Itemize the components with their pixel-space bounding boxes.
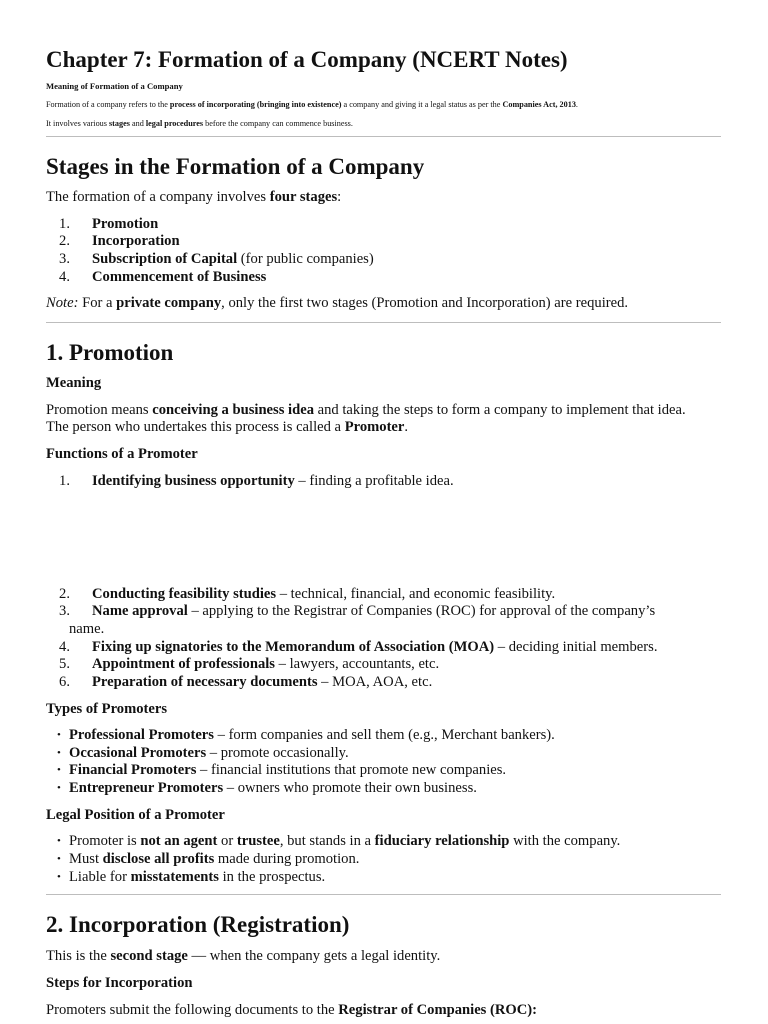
promotion-meaning-line-1: Promotion means conceiving a business idea and taking the steps to form a company to implement that idea. [46, 402, 686, 418]
stages-note: Note: For a private company, only the first two stages (Promotion and Incorporation) are required. [46, 295, 629, 311]
list-item: 1. Promotion [59, 216, 159, 232]
bullet-icon: • [57, 835, 61, 847]
meaning-paragraph-1: Formation of a company refers to the process of incorporating (bringing into existence) a company and giving it a legal status as per the Companies Act, 2013. [46, 100, 578, 109]
list-item: 1. Identifying business opportunity – finding a profitable idea. [59, 473, 454, 489]
list-item: 4. Fixing up signatories to the Memorandum of Association (MOA) – deciding initial members. [59, 639, 658, 655]
list-item-wrap: name. [69, 621, 105, 637]
list-item: 3. Name approval – applying to the Registrar of Companies (ROC) for approval of the company’s [59, 603, 656, 619]
bullet-icon: • [57, 782, 61, 794]
incorporation-intro: This is the second stage — when the company gets a legal identity. [46, 948, 441, 964]
bullet-icon: • [57, 747, 61, 759]
stages-heading: Stages in the Formation of a Company [46, 154, 425, 179]
functions-label: Functions of a Promoter [46, 446, 198, 462]
document-page: Chapter 7: Formation of a Company (NCERT Notes) Meaning of Formation of a Company Formation of a company refers to the process of incorporating (bringing into existence) a company and giving it a legal status as per the Companies Act, 2013. It involves various stages and legal procedures before the company can commence business. Stages in the Formation of a Company The formation of a company involves four stages: 1. Promotion 2. Incorporation 3. Subscription of Capital (for public companies) 4. Commencement of Business Note: For a private company, only the first two stages (Promotion and Incorporation) are required. 1. Promotion Meaning Promotion means conceiving a business idea and taking the steps to form a company to implement that idea. The person who undertakes this process is called a Promoter. Functions of a Promoter 1. Identifying business opportunity – finding a profitable idea. 2. Conducting feasibility studies – technical, financial, and economic feasibility. 3. Name approval – applying to the Registrar of Companies (ROC) for approval of the company’s name. 4. Fixing up signatories to the Memorandum of Association (MOA) – deciding initial members. 5. Appointment of professionals – lawyers, accountants, etc. 6. Preparation of necessary documents – MOA, AOA, etc. Types of Promoters • Professional Promoters – form companies and sell them (e.g., Merchant bankers). • Occasional Promoters – promote occasionally. • Financial Promoters – financial institutions that promote new companies. • Entrepreneur Promoters – owners who promote their own business. Legal Position of a Promoter • Promoter is not an agent or trustee, but stands in a fiduciary relationship with the company. • Must disclose all profits made during promotion. • Liable for misstatements in the prospectus. 2. Incorporation (Registration) This is the second stage — when the company gets a legal identity. Steps for Incorporation Promoters submit the following documents to the Registrar of Companies (ROC): [0, 0, 768, 1024]
promotion-meaning-label: Meaning [46, 375, 102, 391]
meaning-paragraph-2: It involves various stages and legal procedures before the company can commence business. [46, 119, 353, 128]
promotion-meaning-line-2: The person who undertakes this process is called a Promoter. [46, 419, 409, 435]
list-item: 2. Conducting feasibility studies – technical, financial, and economic feasibility. [59, 586, 556, 602]
divider [46, 136, 721, 137]
divider [46, 894, 721, 895]
types-label: Types of Promoters [46, 701, 168, 717]
divider [46, 322, 721, 323]
bullet-icon: • [57, 764, 61, 776]
stages-intro: The formation of a company involves four stages: [46, 189, 342, 205]
list-item: 3. Subscription of Capital (for public companies) [59, 251, 374, 267]
bullet-icon: • [57, 853, 61, 865]
bullet-icon: • [57, 729, 61, 741]
steps-intro: Promoters submit the following documents to the Registrar of Companies (ROC): [46, 1002, 538, 1018]
page-title: Chapter 7: Formation of a Company (NCERT Notes) [46, 47, 568, 72]
legal-position-label: Legal Position of a Promoter [46, 807, 225, 823]
list-item: 6. Preparation of necessary documents – MOA, AOA, etc. [59, 674, 433, 690]
list-item: 2. Incorporation [59, 233, 180, 249]
promotion-heading: 1. Promotion [46, 340, 174, 365]
incorporation-heading: 2. Incorporation (Registration) [46, 912, 350, 937]
list-item: 5. Appointment of professionals – lawyers, accountants, etc. [59, 656, 440, 672]
meaning-heading: Meaning of Formation of a Company [46, 81, 183, 91]
steps-label: Steps for Incorporation [46, 975, 193, 991]
list-item: 4. Commencement of Business [59, 269, 267, 285]
bullet-icon: • [57, 871, 61, 883]
